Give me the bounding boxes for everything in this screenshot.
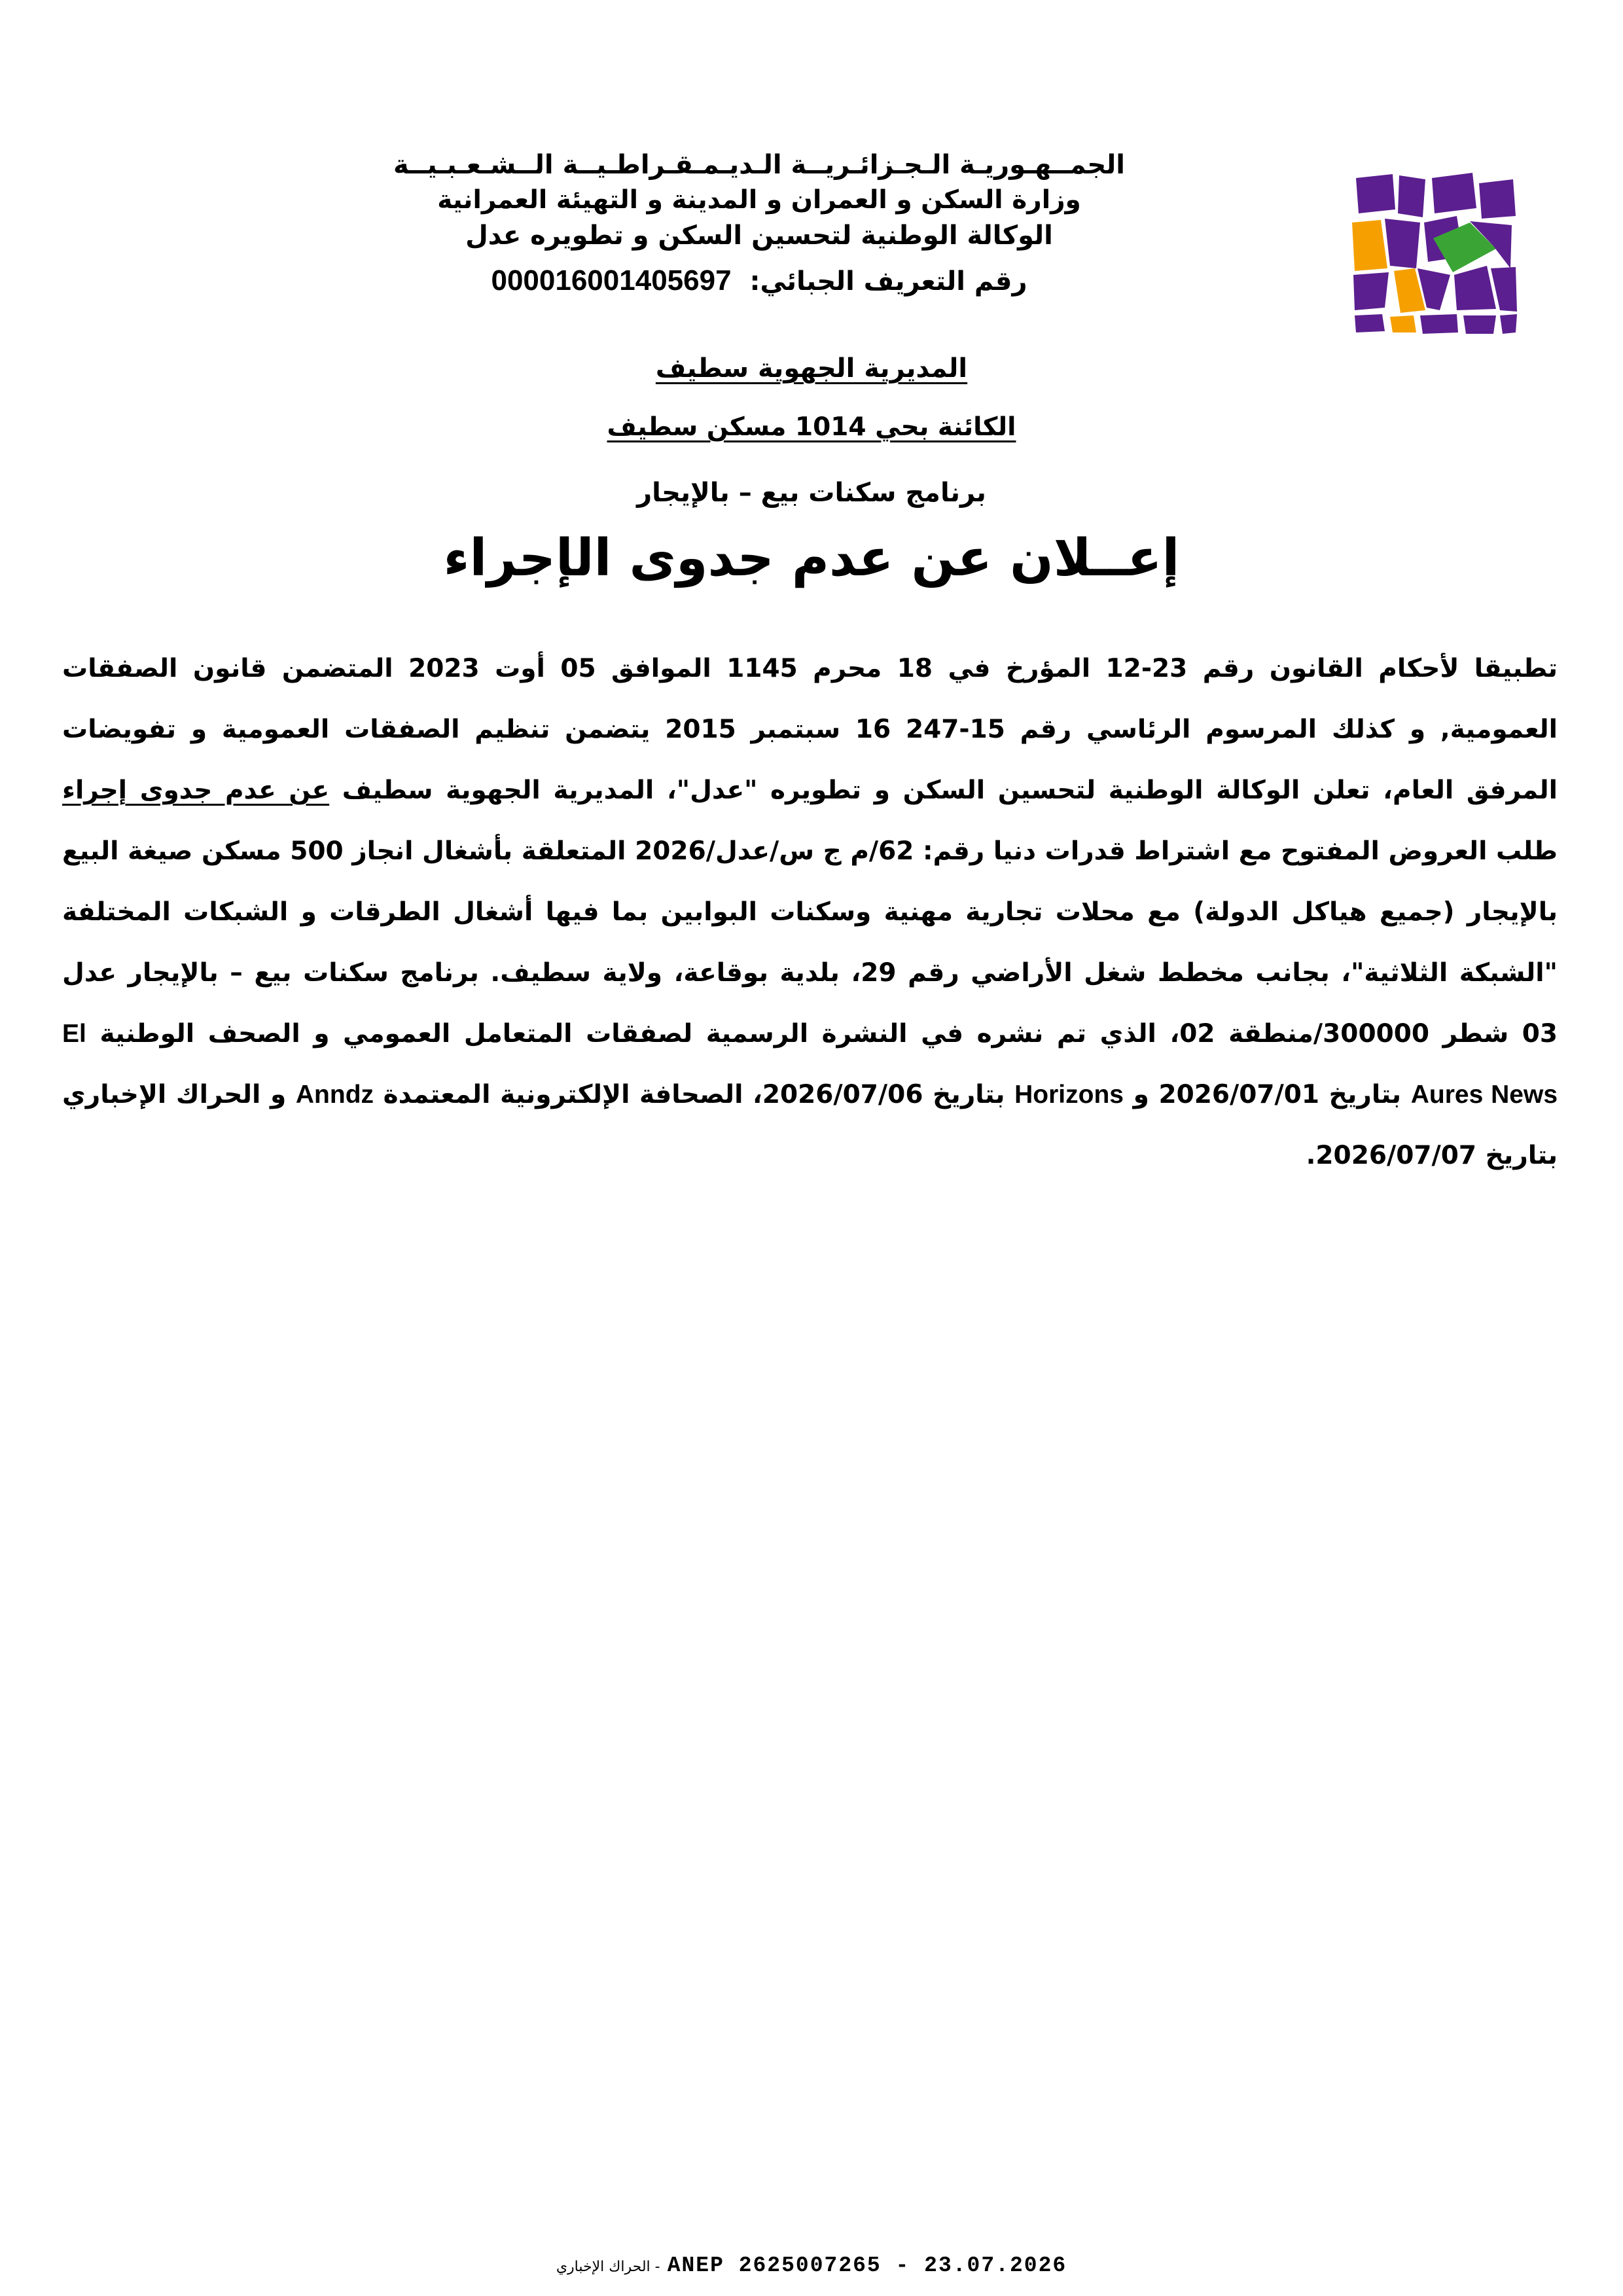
footer-source: الحراك الإخباري - — [556, 2259, 660, 2275]
body-part-4: بتاريخ 2026/07/06، الصحافة الإلكترونية المعتمدة — [383, 1080, 1005, 1109]
body-underlined-phrase: عن عدم جدوى إجراء — [62, 776, 330, 805]
ministry-name: وزارة السكن و العمران و المدينة و التهيئة العمرانية — [437, 185, 1081, 215]
directorate-name: المديرية الجهوية سطيف — [655, 353, 968, 384]
newspaper-anndz: Anndz — [295, 1081, 374, 1109]
publication-footer — [0, 2253, 1623, 2278]
tax-id-row — [366, 262, 1152, 300]
announcement-body — [62, 638, 1558, 1186]
footer-reference: ANEP 2625007265 - 23.07.2026 — [667, 2253, 1067, 2278]
aadl-logo-icon — [1342, 170, 1531, 373]
agency-name: الوكالة الوطنية لتحسين السكن و تطويره عدل — [465, 221, 1053, 251]
tax-id-label: رقم التعريف الجبائي: — [749, 266, 1027, 296]
site-line — [0, 412, 1623, 442]
body-part-3: بتاريخ 2026/07/01 و — [1133, 1080, 1402, 1109]
body-part-1: تطبيقا لأحكام القانون رقم 23-12 المؤرخ في 18 محرم 1145 الموافق 05 أوت 2023 المتضمن قانون الصفقات العمومية, و كذلك المرسوم الرئاسي رقم 15-247 16 سبتمبر 2015 يتضمن تنظيم الصفقات العمومية و تفويضات المرفق العام، تعلن الوكالة الوطنية لتحسين السكن و تطويره "عدل"، المديرية الجهوية سطيف — [62, 654, 1558, 805]
tax-id-number: 000016001405697 — [491, 264, 732, 296]
program-name: برنامج سكنات بيع – بالإيجار — [637, 478, 986, 508]
site-address: الكائنة بحي 1014 مسكن سطيف — [607, 412, 1016, 442]
aadl-logo — [1342, 170, 1531, 373]
directorate-line — [0, 353, 1623, 384]
letterhead — [366, 147, 1152, 300]
body-part-2: طلب العروض المفتوح مع اشتراط قدرات دنيا رقم: 62/م ج س/عدل/2026 المتعلقة بأشغال انجاز 500 مسكن صيغة البيع بالإيجار (جميع هياكل الدولة) مع محلات تجارية مهنية وسكنات البوابين بما فيها أشغال الطرقات و الشبكات المختلفة "الشبكة الثلاثية"، بجانب مخطط شغل الأراضي رقم 29، بلدية بوقاعة، ولاية سطيف. برنامج سكنات بيع – بالإيجار عدل 03 شطر 300000/منطقة 02، الذي تم نشره في النشرة الرسمية لصفقات المتعامل العمومي و الصحف الوطنية — [62, 836, 1558, 1049]
announcement-title: إعــلان عن عدم جدوى الإجراء — [443, 529, 1180, 588]
newspaper-el-aures: El Aures News — [62, 1020, 1558, 1109]
republic-name: الجمــهـوريـة الـجـزائـريــة الـديـمـقـراطـيــة الــشـعـبـيــة — [393, 150, 1125, 180]
body-part-5: و الحراك الإخباري بتاريخ 2026/07/07. — [62, 1080, 1558, 1170]
newspaper-horizons: Horizons — [1014, 1081, 1124, 1109]
